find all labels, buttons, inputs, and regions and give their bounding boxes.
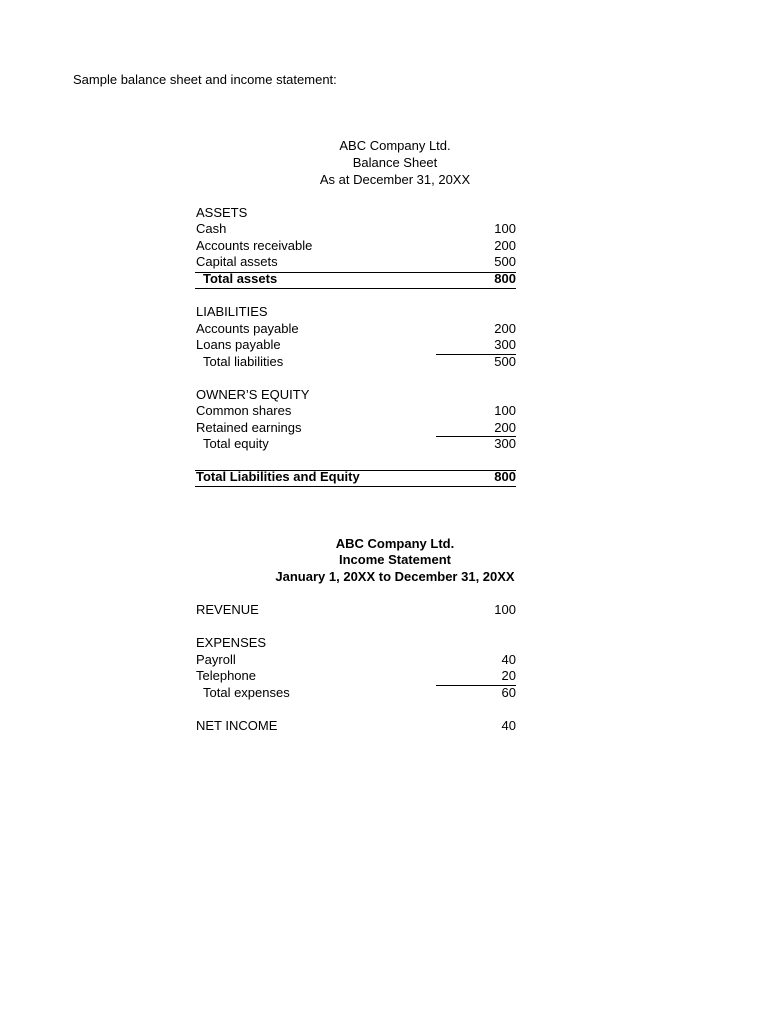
total-assets-value: 800 <box>494 271 516 286</box>
equity-item-label: Common shares <box>196 403 292 418</box>
revenue-value: 100 <box>494 602 516 617</box>
expense-item-value: 40 <box>501 652 516 667</box>
asset-item-label: Capital assets <box>196 254 278 269</box>
total-liabilities-label: Total liabilities <box>203 354 284 369</box>
total-assets-bottom-rule <box>195 288 516 289</box>
asset-item-label: Accounts receivable <box>196 238 313 253</box>
total-expenses-value: 60 <box>501 685 516 700</box>
grand-total-value: 800 <box>494 469 516 484</box>
total-equity-label: Total equity <box>203 436 269 451</box>
asset-item-value: 500 <box>494 254 516 269</box>
asset-item-value: 200 <box>494 238 516 253</box>
assets-heading: ASSETS <box>196 205 248 220</box>
asset-item-value: 100 <box>494 221 516 236</box>
expenses-heading: EXPENSES <box>196 635 267 650</box>
expense-item-label: Payroll <box>196 652 236 667</box>
intro-text: Sample balance sheet and income statement: <box>73 72 337 87</box>
liability-item-value: 200 <box>494 321 516 336</box>
expense-item-value: 20 <box>501 668 516 683</box>
equity-item-label: Retained earnings <box>196 420 302 435</box>
total-assets-label: Total assets <box>203 271 278 286</box>
revenue-label: REVENUE <box>196 602 259 617</box>
bs-date: As at December 31, 20XX <box>319 172 471 187</box>
equity-item-value: 200 <box>494 420 516 435</box>
net-income-value: 40 <box>501 718 516 733</box>
liability-item-label: Loans payable <box>196 337 281 352</box>
liabilities-heading: LIABILITIES <box>196 304 268 319</box>
is-company-name: ABC Company Ltd. <box>335 536 455 551</box>
asset-item-label: Cash <box>196 221 227 236</box>
equity-heading: OWNER’S EQUITY <box>196 387 310 402</box>
is-title: Income Statement <box>339 552 451 567</box>
bs-company-name: ABC Company Ltd. <box>339 138 451 153</box>
total-liabilities-value: 500 <box>494 354 516 369</box>
equity-item-value: 100 <box>494 403 516 418</box>
liability-item-label: Accounts payable <box>196 321 299 336</box>
liability-item-value: 300 <box>494 337 516 352</box>
total-equity-value: 300 <box>494 436 516 451</box>
bs-title: Balance Sheet <box>352 155 438 170</box>
total-expenses-label: Total expenses <box>203 685 290 700</box>
grand-total-label: Total Liabilities and Equity <box>196 469 360 484</box>
grand-total-bottom-rule <box>195 486 516 487</box>
is-period: January 1, 20XX to December 31, 20XX <box>275 569 515 584</box>
net-income-label: NET INCOME <box>196 718 278 733</box>
expense-item-label: Telephone <box>196 668 256 683</box>
